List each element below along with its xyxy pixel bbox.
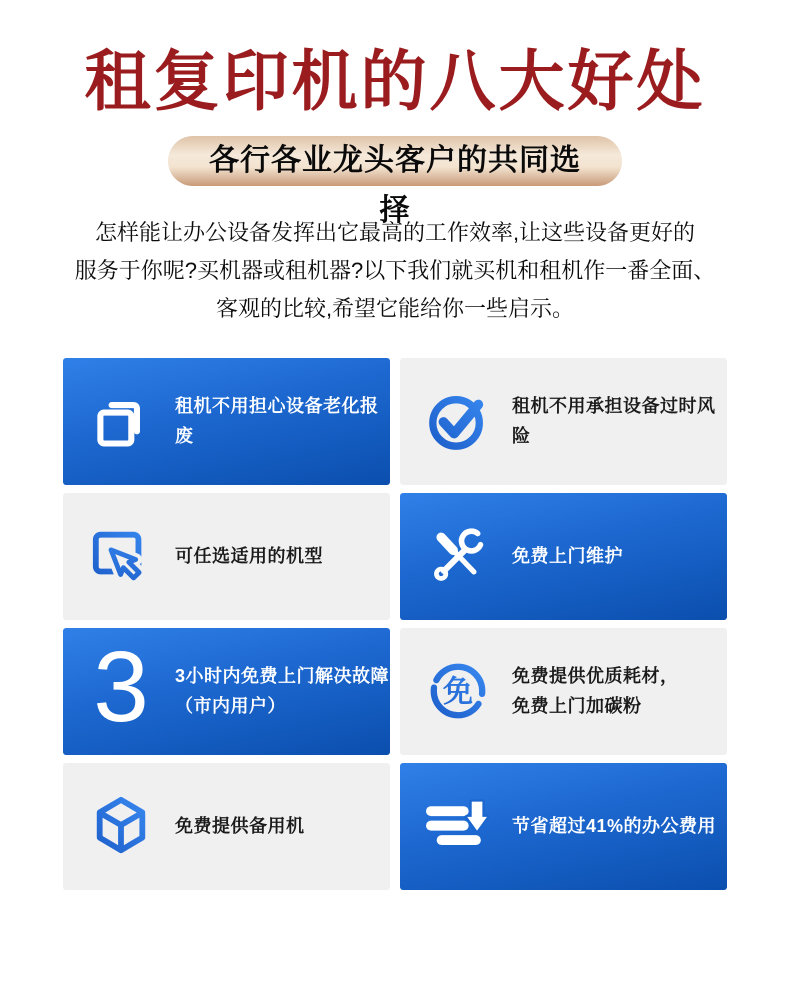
cube-icon — [89, 794, 153, 858]
svg-text:免: 免 — [442, 676, 474, 710]
check-circle-icon — [426, 389, 490, 453]
intro-line: 客观的比较,希望它能给你一些启示。 — [215, 295, 575, 321]
benefit-label: 租机不用承担设备过时风险 — [512, 396, 716, 447]
benefit-card-3-hour-service — [63, 628, 390, 755]
tools-icon — [426, 524, 490, 588]
benefit-label: 可任选适用的机型 — [175, 546, 323, 567]
number-3-icon: 3 — [93, 631, 149, 744]
subtitle-banner — [168, 136, 622, 227]
benefit-label: 免费提供优质耗材， 免费上门加碳粉 — [512, 666, 679, 717]
intro-line: 怎样能让办公设备发挥出它最高的工作效率,让这些设备更好的 — [94, 219, 696, 245]
bars-arrow-down-icon — [426, 794, 490, 858]
benefit-label: 3小时内免费上门解决故障 （市内用户） — [175, 666, 390, 717]
mian-free-badge-icon — [426, 659, 490, 723]
benefit-label: 免费上门维护 — [512, 546, 623, 567]
benefit-card-choose-model — [63, 493, 390, 620]
benefit-label: 免费提供备用机 — [175, 816, 305, 837]
copy-icon — [89, 389, 153, 453]
benefit-label: 租机不用担心设备老化报废 — [175, 396, 379, 447]
subtitle-text: 各行各业龙头客户的共同选择 — [209, 143, 581, 227]
benefit-card-free-consumables — [400, 628, 727, 755]
page-title: 租复印机的八大好处 — [84, 44, 706, 118]
benefit-card-backup-machine — [63, 763, 390, 890]
benefit-card-no-obsolescence-risk — [400, 358, 727, 485]
benefit-label: 节省超过41%的办公费用 — [512, 816, 717, 837]
intro-line: 服务于你呢?买机器或租机器?以下我们就买机和租机作一番全面、 — [74, 257, 716, 283]
benefit-card-free-maintenance — [400, 493, 727, 620]
intro-paragraph — [65, 214, 725, 328]
benefit-card-save-costs — [400, 763, 727, 890]
cursor-click-icon — [89, 524, 153, 588]
benefit-card-no-aging — [63, 358, 390, 485]
benefits-grid — [63, 358, 727, 890]
